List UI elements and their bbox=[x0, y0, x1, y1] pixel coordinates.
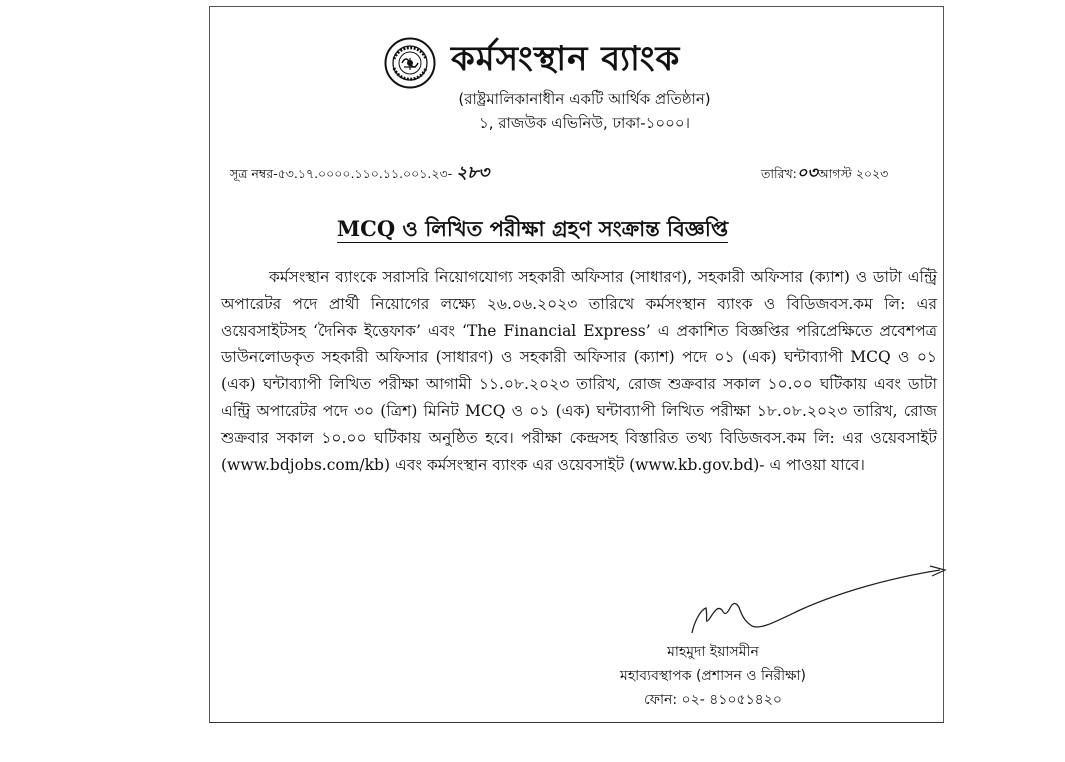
bank-name: কর্মসংস্থান ব্যাংক bbox=[451, 39, 681, 79]
notice-heading bbox=[0, 213, 1065, 248]
date-label: তারিখ: bbox=[761, 166, 797, 181]
signatory-block bbox=[533, 640, 893, 712]
notice-body: কর্মসংস্থান ব্যাংকে সরাসরি নিয়োগযোগ্য সহকারী অফিসার (সাধারণ), সহকারী অফিসার (ক্যাশ) ও ডাটা এন্ট্রি অপারেটর পদে প্রার্থী নিয়োগের লক্ষ্যে ২৬.০৬.২০২৩ তারিখে কর্মসংস্থান ব্যাংক ও বিডিজবস.কম লি: এর ওয়েবসাইটসহ ‘দৈনিক ইত্তেফাক’ এবং ‘The Financial Express’ এ প্রকাশিত বিজ্ঞপ্তির পরিপ্রেক্ষিতে প্রবেশপত্র ডাউনলোডকৃত সহকারী অফিসার (সাধারণ) ও সহকারী অফিসার (ক্যাশ) পদে ০১ (এক) ঘন্টাব্যাপী MCQ ও ০১ (এক) ঘন্টাব্যাপী লিখিত পরীক্ষা আগামী ১১.০৮.২০২৩ তারিখ, রোজ শুক্রবার সকাল ১০.০০ ঘটিকায় এবং ডাটা এন্ট্রি অপারেটর পদে ৩০ (ত্রিশ) মিনিট MCQ ও ০১ (এক) ঘন্টাব্যাপী লিখিত পরীক্ষা ১৮.০৮.২০২৩ তারিখ, রোজ শুক্রবার সকাল ১০.০০ ঘটিকায় অনুষ্ঠিত হবে। পরীক্ষা কেন্দ্রসহ বিস্তারিত তথ্য বিডিজবস.কম লি: এর ওয়েবসাইট (www.bdjobs.com/kb) এবং কর্মসংস্থান ব্যাংক এর ওয়েবসাইট (www.kb.gov.bd)- এ পাওয়া যাবে। bbox=[221, 268, 937, 474]
issue-date bbox=[761, 160, 888, 187]
bank-address: ১, রাজউক এভিনিউ, ঢাকা-১০০০। bbox=[478, 114, 691, 132]
reference-handwritten: ২৮৩ bbox=[456, 163, 490, 183]
bank-subtitle: (রাষ্ট্রমালিকানাধীন একটি আর্থিক প্রতিষ্ঠান) bbox=[458, 90, 711, 108]
reference-label: সূত্র নম্বর-৫৩.১৭.০০০০.১১০.১১.০০১.২৩- bbox=[230, 166, 453, 181]
signature-icon bbox=[600, 548, 950, 648]
signatory-designation: মহাব্যবস্থাপক (প্রশাসন ও নিরীক্ষা) bbox=[620, 668, 806, 684]
signatory-name: মাহমুদা ইয়াসমীন bbox=[667, 644, 759, 660]
reference-number bbox=[230, 160, 489, 188]
bank-logo-icon bbox=[384, 37, 436, 89]
date-handwritten-day: ০৩ bbox=[796, 163, 818, 182]
signatory-phone: ফোন: ০২- ৪১০৫১৪২০ bbox=[644, 692, 782, 708]
notice-heading-text: MCQ ও লিখিত পরীক্ষা গ্রহণ সংক্রান্ত বিজ্ঞপ্তি bbox=[336, 216, 729, 241]
date-value: আগস্ট ২০২৩ bbox=[817, 166, 889, 181]
